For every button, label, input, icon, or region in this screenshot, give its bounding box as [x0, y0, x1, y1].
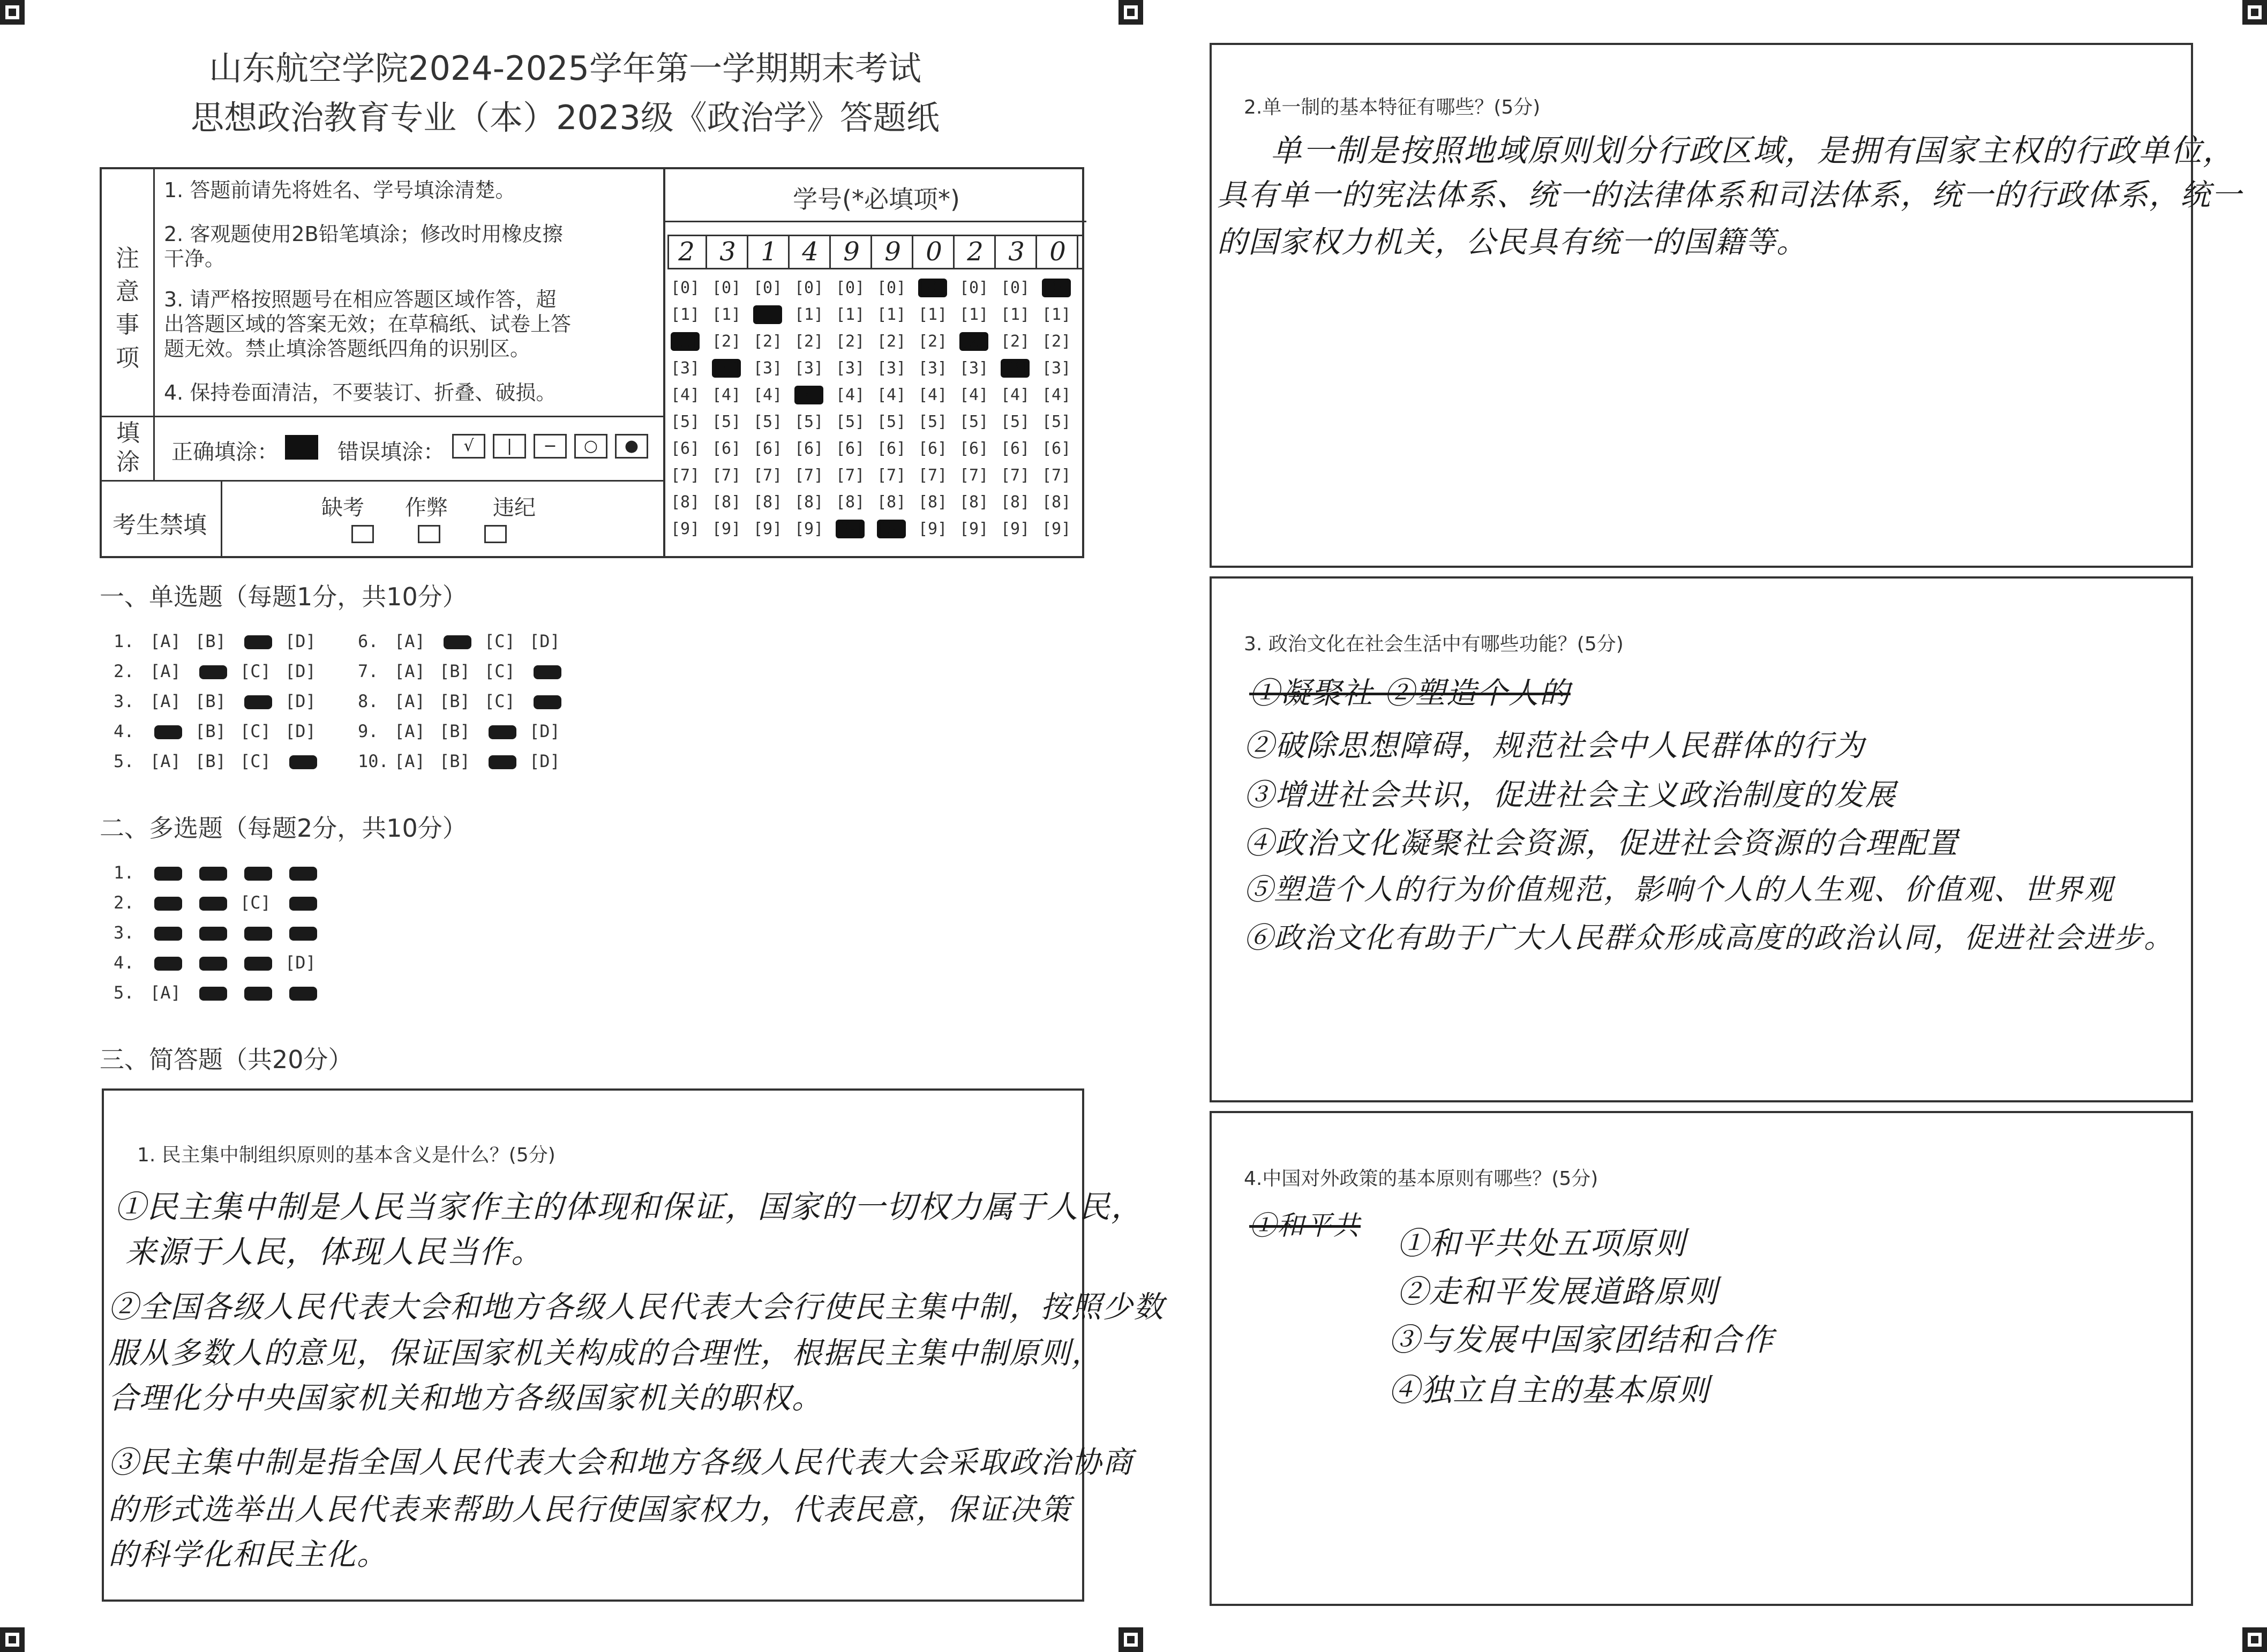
student-id-bubble[interactable]: [0] — [959, 279, 989, 297]
wrong-fill-label: 错误填涂： — [337, 440, 445, 464]
wrong-sample-check: √ — [452, 434, 485, 459]
student-id-bubble[interactable]: [0] — [836, 279, 865, 297]
student-id-digit-6: 9 — [874, 236, 913, 268]
single-choice-option[interactable]: [A] — [394, 661, 425, 681]
answer-3-struck-text: ①凝聚社 ②塑造个人的 — [1249, 676, 1571, 711]
answer-3-line-5: ⑥政治文化有助于广大人民群众形成高度的政治认同，促进社会进步。 — [1244, 921, 2174, 955]
student-id-bubble[interactable]: [9] — [1042, 520, 1071, 538]
student-id-bubble[interactable]: [8] — [918, 493, 948, 512]
answer-box-q3[interactable] — [1210, 576, 2193, 1102]
answer-box-q1[interactable] — [102, 1088, 1165, 1602]
student-id-bubble[interactable]: [2] — [1001, 332, 1030, 351]
student-id-bubble[interactable]: [2] — [918, 332, 948, 351]
question-1-text: 1. 民主集中制组织原则的基本含义是什么？(5分) — [137, 1144, 556, 1166]
student-id-bubble[interactable]: [3] — [959, 359, 989, 378]
single-choice-number: 8. — [358, 691, 379, 711]
answer-1-line-4: 服从多数人的意见，保证国家机关构成的合理性，根据民主集中制原则， — [108, 1336, 1102, 1371]
single-choice-number: 6. — [358, 631, 379, 651]
student-id-bubble[interactable]: [3] — [918, 359, 948, 378]
student-id-bubble[interactable]: [4] — [918, 386, 948, 404]
answer-4-line-3: ③与发展中国家团结和合作 — [1388, 1321, 1775, 1358]
student-id-digit-5: 9 — [832, 236, 872, 268]
single-choice-option[interactable]: [C] — [484, 691, 515, 711]
student-id-bubble[interactable]: [8] — [794, 493, 824, 512]
student-id-bubble[interactable]: [4] — [794, 386, 824, 404]
multi-choice-filled-bubble[interactable] — [199, 897, 227, 911]
student-id-bubble[interactable]: [1] — [877, 305, 906, 324]
answer-4-line-1: ①和平共处五项原则 — [1397, 1225, 1687, 1261]
single-choice-option[interactable]: [B] — [439, 751, 470, 771]
student-id-bubble[interactable]: [3] — [753, 359, 783, 378]
student-id-bubble[interactable]: [0] — [918, 279, 948, 297]
multi-choice-title: 二、多选题（每题2分，共10分） — [100, 814, 467, 843]
single-choice-option[interactable]: [D] — [285, 691, 316, 711]
student-id-bubble[interactable]: [8] — [1001, 493, 1030, 512]
student-id-bubble[interactable]: [5] — [959, 412, 989, 431]
single-choice-option[interactable]: [C] — [240, 751, 271, 771]
student-id-digit-4: 4 — [791, 236, 831, 268]
student-id-bubble[interactable]: [6] — [753, 439, 783, 458]
multi-choice-option[interactable]: [D] — [285, 952, 316, 973]
answer-3-line-2: ③增进社会共识，促进社会主义政治制度的发展 — [1244, 778, 1896, 813]
multi-choice-filled-bubble[interactable] — [244, 957, 272, 971]
student-id-bubble[interactable]: [3] — [1042, 359, 1071, 378]
single-choice-option[interactable]: [D] — [529, 631, 560, 651]
single-choice-number: 7. — [358, 661, 379, 681]
single-choice-option[interactable]: [D] — [285, 721, 316, 741]
answer-1-line-7: 的形式选举出人民代表来帮助人民行使国家权力，代表民意，保证决策 — [108, 1492, 1071, 1527]
multi-choice-filled-bubble[interactable] — [154, 897, 182, 911]
proctor-absent-checkbox[interactable] — [351, 525, 374, 543]
multi-choice-filled-bubble[interactable] — [199, 867, 227, 881]
multi-choice-filled-bubble[interactable] — [289, 987, 317, 1001]
single-choice-number: 1. — [114, 631, 134, 651]
student-id-bubble[interactable]: [2] — [794, 332, 824, 351]
student-id-bubble[interactable]: [2] — [836, 332, 865, 351]
student-id-bubble[interactable]: [1] — [753, 305, 783, 324]
student-id-bubble[interactable]: [6] — [1042, 439, 1071, 458]
student-id-bubble[interactable]: [5] — [877, 412, 906, 431]
student-id-bubble[interactable]: [6] — [959, 439, 989, 458]
multi-choice-filled-bubble[interactable] — [154, 957, 182, 971]
multi-choice-number: 3. — [114, 922, 134, 943]
student-id-bubble[interactable]: [3] — [671, 359, 700, 378]
notice-item-2-cont: 干净。 — [164, 247, 226, 271]
student-id-bubble[interactable]: [7] — [959, 466, 989, 485]
single-choice-filled-bubble[interactable] — [489, 725, 516, 739]
wrong-sample-dash: − — [534, 434, 567, 459]
notice-item-3-cont2: 题无效。禁止填涂答题纸四角的识别区。 — [164, 337, 531, 361]
notice-side-label: 注意事项 — [116, 245, 139, 372]
student-id-digit-7: 0 — [915, 236, 955, 268]
student-id-bubble[interactable]: [6] — [1001, 439, 1030, 458]
single-choice-number: 9. — [358, 721, 379, 741]
student-id-bubble[interactable]: [0] — [712, 279, 741, 297]
single-choice-option[interactable]: [B] — [195, 691, 226, 711]
student-id-title: 学号(*必填项*) — [793, 185, 960, 214]
answer-4-line-4: ④独立自主的基本原则 — [1388, 1372, 1710, 1408]
multi-choice-filled-bubble[interactable] — [289, 927, 317, 941]
single-choice-option[interactable]: [B] — [439, 721, 470, 741]
single-choice-option[interactable]: [D] — [529, 751, 560, 771]
single-choice-filled-bubble[interactable] — [244, 635, 272, 649]
student-id-bubble[interactable]: [4] — [712, 386, 741, 404]
multi-choice-option[interactable]: [C] — [240, 892, 271, 913]
question-3-text: 3. 政治文化在社会生活中有哪些功能？(5分) — [1244, 633, 1624, 655]
student-id-bubble[interactable]: [0] — [794, 279, 824, 297]
student-id-bubble[interactable]: [2] — [753, 332, 783, 351]
answer-2-line-2: 具有单一的宪法体系、统一的法律体系和司法体系，统一的行政体系，统一 — [1217, 178, 2242, 213]
student-id-bubble[interactable]: [7] — [794, 466, 824, 485]
student-id-bubble[interactable]: [2] — [877, 332, 906, 351]
multi-choice-filled-bubble[interactable] — [199, 957, 227, 971]
student-id-bubble[interactable]: [4] — [671, 386, 700, 404]
answer-box-q2[interactable] — [1210, 43, 2242, 568]
student-id-bubble[interactable]: [9] — [671, 520, 700, 538]
proctor-absent-label: 缺考 — [321, 495, 364, 520]
student-id-digit-10: 0 — [1039, 236, 1078, 268]
student-id-bubble[interactable]: [5] — [1042, 412, 1071, 431]
single-choice-option[interactable]: [A] — [150, 631, 181, 651]
notice-item-3-cont: 出答题区域的答案无效；在草稿纸、试卷上答 — [164, 312, 572, 336]
student-id-bubble[interactable]: [5] — [753, 412, 783, 431]
student-id-bubble[interactable]: [3] — [836, 359, 865, 378]
student-id-bubble[interactable]: [3] — [794, 359, 824, 378]
single-choice-filled-bubble[interactable] — [199, 665, 227, 679]
student-id-bubble[interactable]: [9] — [794, 520, 824, 538]
single-choice-option[interactable]: [B] — [439, 661, 470, 681]
answer-1-line-5: 合理化分中央国家机关和地方各级国家机关的职权。 — [108, 1381, 823, 1416]
student-id-bubble[interactable]: [3] — [877, 359, 906, 378]
single-choice-option[interactable]: [C] — [240, 661, 271, 681]
multi-choice-filled-bubble[interactable] — [154, 927, 182, 941]
student-id-bubble[interactable]: [7] — [918, 466, 948, 485]
exam-title: 山东航空学院2024-2025学年第一学期期末考试 — [209, 49, 921, 88]
student-id-bubble[interactable]: [2] — [712, 332, 741, 351]
short-answer-title: 三、简答题（共20分） — [100, 1045, 353, 1074]
single-choice-number: 10. — [358, 751, 389, 771]
student-id-bubble[interactable]: [4] — [753, 386, 783, 404]
student-id-bubble[interactable]: [6] — [836, 439, 865, 458]
single-choice-filled-bubble[interactable] — [289, 755, 317, 769]
student-id-bubble[interactable]: [8] — [671, 493, 700, 512]
student-id-bubble[interactable]: [4] — [1001, 386, 1030, 404]
proctor-violation-checkbox[interactable] — [484, 525, 507, 543]
wrong-sample-bar: | — [493, 434, 526, 459]
student-id-bubble[interactable]: [1] — [959, 305, 989, 324]
answer-3-line-1: ②破除思想障碍，规范社会中人民群体的行为 — [1244, 729, 1865, 763]
student-id-bubble[interactable]: [9] — [753, 520, 783, 538]
student-id-bubble[interactable]: [9] — [877, 520, 906, 538]
single-choice-option[interactable]: [D] — [529, 721, 560, 741]
single-choice-filled-bubble[interactable] — [154, 725, 182, 739]
student-id-bubble[interactable]: [4] — [1042, 386, 1071, 404]
student-id-bubble[interactable]: [9] — [918, 520, 948, 538]
answer-1-line-1: ①民主集中制是人民当家作主的体现和保证，国家的一切权力属于人民， — [115, 1189, 1144, 1225]
student-id-bubble[interactable]: [1] — [794, 305, 824, 324]
multi-choice-number: 4. — [114, 952, 134, 973]
single-choice-option[interactable]: [B] — [439, 691, 470, 711]
multi-choice-number: 2. — [114, 892, 134, 913]
question-2-text: 2.单一制的基本特征有哪些？(5分) — [1244, 96, 1541, 118]
student-id-bubble[interactable]: [5] — [794, 412, 824, 431]
single-choice-option[interactable]: [A] — [394, 631, 425, 651]
student-id-bubble[interactable]: [0] — [753, 279, 783, 297]
student-id-bubble[interactable]: [9] — [959, 520, 989, 538]
student-id-bubble[interactable]: [2] — [959, 332, 989, 351]
student-id-bubble[interactable]: [8] — [836, 493, 865, 512]
student-id-bubble[interactable]: [2] — [671, 332, 700, 351]
student-id-bubble[interactable]: [6] — [877, 439, 906, 458]
student-id-digit-2: 3 — [709, 236, 748, 268]
student-id-bubble[interactable]: [6] — [918, 439, 948, 458]
student-id-bubble[interactable]: [1] — [1001, 305, 1030, 324]
single-choice-option[interactable]: [A] — [150, 661, 181, 681]
multi-choice-number: 5. — [114, 982, 134, 1003]
single-choice-option[interactable]: [B] — [195, 721, 226, 741]
single-choice-title: 一、单选题（每题1分，共10分） — [100, 582, 467, 611]
answer-box-q4[interactable] — [1210, 1111, 2193, 1606]
student-id-bubble[interactable]: [0] — [671, 279, 700, 297]
single-choice-option[interactable]: [C] — [240, 721, 271, 741]
student-id-bubble[interactable]: [0] — [877, 279, 906, 297]
single-choice-number: 3. — [114, 691, 134, 711]
single-choice-option[interactable]: [D] — [285, 631, 316, 651]
notice-item-3: 3. 请严格按照题号在相应答题区域作答，超 — [164, 288, 557, 311]
notice-item-4: 4. 保持卷面清洁，不要装订、折叠、破损。 — [164, 381, 557, 404]
proctor-label: 考生禁填 — [112, 512, 207, 539]
exam-subtitle: 思想政治教育专业（本）2023级《政治学》答题纸 — [191, 98, 940, 137]
wrong-sample-dot: ● — [615, 434, 648, 459]
student-id-bubble[interactable]: [0] — [1001, 279, 1030, 297]
student-id-bubble[interactable]: [1] — [712, 305, 741, 324]
single-choice-option[interactable]: [A] — [394, 751, 425, 771]
single-choice-option[interactable]: [B] — [195, 751, 226, 771]
answer-4-line-2: ②走和平发展道路原则 — [1397, 1273, 1719, 1310]
single-choice-number: 5. — [114, 751, 134, 771]
student-id-digit-3: 1 — [750, 236, 790, 268]
student-id-bubble[interactable]: [2] — [1042, 332, 1071, 351]
correct-fill-sample — [285, 435, 318, 460]
single-choice-number: 4. — [114, 721, 134, 741]
student-id-bubble[interactable]: [3] — [712, 359, 741, 378]
notice-item-1: 1. 答题前请先将姓名、学号填涂清楚。 — [164, 178, 516, 202]
student-id-bubble[interactable]: [3] — [1001, 359, 1030, 378]
answer-4-struck-text: ①和平共 — [1249, 1210, 1361, 1241]
student-id-bubble[interactable]: [5] — [918, 412, 948, 431]
student-id-bubble[interactable]: [7] — [1042, 466, 1071, 485]
single-choice-option[interactable]: [C] — [484, 631, 515, 651]
student-id-bubble[interactable]: [1] — [918, 305, 948, 324]
multi-choice-filled-bubble[interactable] — [244, 927, 272, 941]
proctor-cheat-checkbox[interactable] — [418, 525, 440, 543]
multi-choice-option[interactable]: [A] — [150, 982, 181, 1003]
student-id-bubble[interactable]: [6] — [712, 439, 741, 458]
student-id-bubble[interactable]: [5] — [712, 412, 741, 431]
header-info-table — [100, 167, 1084, 558]
multi-choice-filled-bubble[interactable] — [199, 987, 227, 1001]
student-id-bubble[interactable]: [7] — [1001, 466, 1030, 485]
student-id-bubble[interactable]: [7] — [671, 466, 700, 485]
student-id-bubble[interactable]: [5] — [836, 412, 865, 431]
student-id-bubble[interactable]: [6] — [794, 439, 824, 458]
single-choice-option[interactable]: [A] — [394, 691, 425, 711]
notice-item-2: 2. 客观题使用2B铅笔填涂；修改时用橡皮擦 — [164, 222, 563, 246]
multi-choice-filled-bubble[interactable] — [199, 927, 227, 941]
student-id-bubble[interactable]: [1] — [671, 305, 700, 324]
student-id-bubble[interactable]: [9] — [712, 520, 741, 538]
student-id-bubble[interactable]: [7] — [712, 466, 741, 485]
single-choice-option[interactable]: [A] — [150, 691, 181, 711]
student-id-bubble[interactable]: [6] — [671, 439, 700, 458]
multi-choice-filled-bubble[interactable] — [244, 987, 272, 1001]
student-id-bubble[interactable]: [4] — [877, 386, 906, 404]
student-id-bubble[interactable]: [1] — [1042, 305, 1071, 324]
single-choice-option[interactable]: [B] — [195, 631, 226, 651]
student-id-bubble[interactable]: [4] — [959, 386, 989, 404]
question-4-text: 4.中国对外政策的基本原则有哪些？(5分) — [1244, 1168, 1598, 1190]
answer-3-line-4: ⑤塑造个人的行为价值规范，影响个人的人生观、价值观、世界观 — [1244, 873, 2114, 906]
answer-1-line-8: 的科学化和民主化。 — [108, 1537, 388, 1572]
single-choice-option[interactable]: [C] — [484, 661, 515, 681]
multi-choice-filled-bubble[interactable] — [244, 867, 272, 881]
student-id-digit-8: 2 — [956, 236, 996, 268]
student-id-bubble[interactable]: [7] — [836, 466, 865, 485]
single-choice-filled-bubble[interactable] — [444, 635, 471, 649]
student-id-digit-1: 2 — [667, 236, 707, 268]
student-id-bubble[interactable]: [7] — [753, 466, 783, 485]
multi-choice-filled-bubble[interactable] — [154, 867, 182, 881]
single-choice-filled-bubble[interactable] — [534, 665, 561, 679]
student-id-bubble[interactable]: [9] — [836, 520, 865, 538]
student-id-bubble[interactable]: [4] — [836, 386, 865, 404]
single-choice-number: 2. — [114, 661, 134, 681]
single-choice-filled-bubble[interactable] — [244, 695, 272, 709]
answer-1-line-6: ③民主集中制是指全国人民代表大会和地方各级人民代表大会采取政治协商 — [108, 1445, 1134, 1480]
single-choice-option[interactable]: [D] — [285, 661, 316, 681]
multi-choice-filled-bubble[interactable] — [289, 897, 317, 911]
student-id-digit-9: 3 — [997, 236, 1037, 268]
single-choice-option[interactable]: [A] — [394, 721, 425, 741]
proctor-violation-label: 违纪 — [493, 495, 536, 520]
wrong-sample-circle: ○ — [574, 434, 607, 459]
multi-choice-number: 1. — [114, 862, 134, 883]
fill-side-label: 填涂 — [116, 419, 140, 476]
student-id-bubble[interactable]: [8] — [959, 493, 989, 512]
correct-fill-label: 正确填涂： — [171, 440, 279, 464]
student-id-bubble[interactable]: [5] — [671, 412, 700, 431]
right-page — [1130, 0, 2267, 1652]
single-choice-filled-bubble[interactable] — [534, 695, 561, 709]
single-choice-option[interactable]: [A] — [150, 751, 181, 771]
student-id-bubble[interactable]: [8] — [1042, 493, 1071, 512]
answer-2-line-3: 的国家权力机关，公民具有统一的国籍等。 — [1217, 225, 1807, 260]
answer-1-line-3: ②全国各级人民代表大会和地方各级人民代表大会行使民主集中制，按照少数 — [108, 1290, 1165, 1325]
student-id-bubble[interactable]: [8] — [877, 493, 906, 512]
proctor-cheat-label: 作弊 — [405, 495, 448, 520]
student-id-bubble[interactable]: [7] — [877, 466, 906, 485]
student-id-bubble[interactable]: [1] — [836, 305, 865, 324]
answer-2-line-1: 单一制是按照地域原则划分行政区域，是拥有国家主权的行政单位， — [1271, 132, 2235, 169]
student-id-bubble[interactable]: [9] — [1001, 520, 1030, 538]
student-id-bubble[interactable]: [8] — [753, 493, 783, 512]
single-choice-filled-bubble[interactable] — [489, 755, 516, 769]
student-id-bubble[interactable]: [8] — [712, 493, 741, 512]
answer-1-line-2: 来源于人民，体现人民当作。 — [125, 1234, 544, 1270]
student-id-bubble[interactable]: [0] — [1042, 279, 1071, 297]
student-id-bubble[interactable]: [5] — [1001, 412, 1030, 431]
multi-choice-filled-bubble[interactable] — [289, 867, 317, 881]
answer-3-line-3: ④政治文化凝聚社会资源，促进社会资源的合理配置 — [1244, 826, 1958, 861]
